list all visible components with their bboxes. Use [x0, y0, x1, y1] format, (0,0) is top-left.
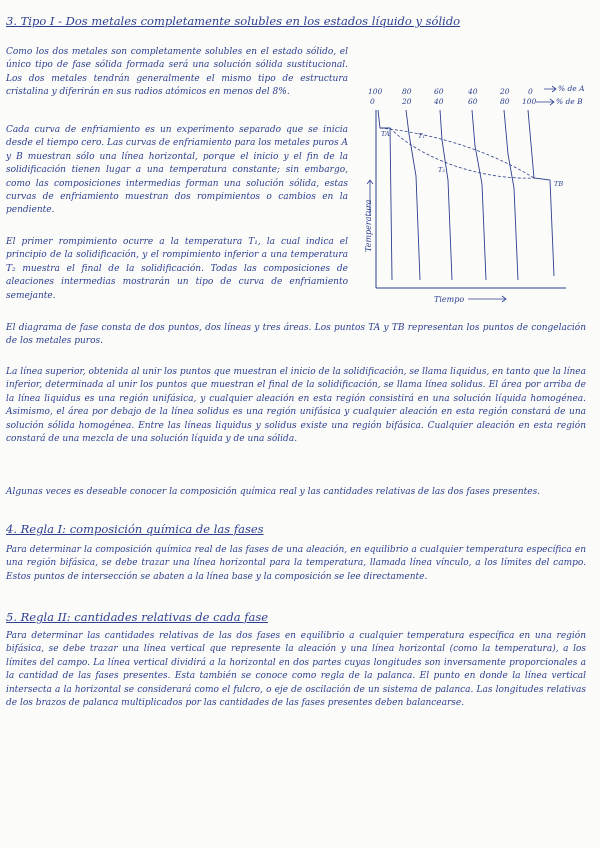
- label-t1: T₁: [418, 132, 425, 140]
- bottom-label-4: 60: [468, 97, 478, 106]
- bottom-label-5: 80: [500, 97, 510, 106]
- top-label-3: 60: [434, 87, 444, 96]
- cooling-curve-5: [504, 110, 518, 280]
- x-axis-label: Tiempo: [434, 295, 465, 304]
- cooling-curve-3: [440, 110, 452, 280]
- paragraph-rule-2: Para determinar las cantidades relativas de las dos fases en equilibrio a cualquier temperatura específica en una región bifásica, se debe trazar una línea vertical que represente la aleación y una línea horizontal (como la temperatura), a los límites del campo. La línea vertical dividirá a la horizontal en dos partes cuyas longitudes son inversamente proporcionales a la cantidad de las fases presentes. Esta también se conoce como regla de la palanca. El punto en donde la línea vertical intersecta a la horizontal se considerará como el fulcro, o eje de oscilación de un sistema de palanca. Las longitudes relativas de los brazos de palanca multiplicados por las cantidades de las fases presentes deben balancearse.: [6, 631, 586, 709]
- bottom-label-6: 100: [522, 97, 537, 106]
- label-tb: TB: [554, 180, 564, 188]
- paragraph-rule-1: Para determinar la composición química real de las fases de una aleación, en equilibrio a cualquier temperatura específica en una región bifásica, se debe trazar una línea horizontal para la temperatura, llamada línea vínculo, a los límites del campo. Estos puntos de intersección se abaten a la línea base y la composición se lee directamente.: [6, 545, 586, 582]
- bottom-label-3: 40: [434, 97, 444, 106]
- paragraph-composition-intro: Algunas veces es deseable conocer la composición química real y las cantidades relativas de las dos fases presentes.: [6, 487, 541, 497]
- top-label-4: 40: [468, 87, 478, 96]
- cooling-curve-6: [528, 110, 554, 276]
- bottom-label-2: 20: [402, 97, 412, 106]
- bottom-label-1: 0: [370, 97, 375, 106]
- legend-percent-b: % de B: [556, 97, 583, 106]
- cooling-curve-4: [472, 110, 486, 280]
- top-label-2: 80: [402, 87, 412, 96]
- top-label-6: 0: [528, 87, 533, 96]
- paragraph-solid-solution: Como los dos metales son completamente solubles en el estado sólido, el único tipo de fase sólida formada será una solución sólida sustitucional. Los dos metales tendrán generalmente el mismo tipo de estructura cristalina y diferirán en sus radios atómicos en menos del 8%.: [6, 47, 348, 98]
- paragraph-cooling-curves: Cada curva de enfriamiento es un experimento separado que se inicia desde el tiempo cero. Las curvas de enfriamiento para los metales puros A y B muestran sólo una línea horizontal, porque el inicio y el fin de la solidificación tienen lugar a una temperatura constante; sin embargo, como las composiciones intermedias forman una solución sólida, estas curvas de enfriamiento muestran dos rompimientos o cambios en la pendiente.: [6, 125, 348, 216]
- y-axis-label: Temperatura: [364, 199, 373, 252]
- arrow-b-icon: [536, 99, 554, 105]
- label-ta: TA: [381, 130, 390, 138]
- section-4-title: 4. Regla I: composición química de las fases: [6, 522, 264, 536]
- paragraph-phase-diagram: El diagrama de fase consta de dos puntos, dos líneas y tres áreas. Los puntos TA y TB representan los puntos de congelación de los metales puros.: [6, 323, 586, 347]
- solidus-dashed-line: [390, 128, 534, 178]
- section-3-title: 3. Tipo I - Dos metales completamente solubles en los estados líquido y sólido: [6, 14, 461, 28]
- label-t2: T₂: [438, 166, 445, 174]
- paragraph-liquidus-solidus: La línea superior, obtenida al unir los puntos que muestran el inicio de la solidificación, se llama liquidus, en tanto que la línea inferior, determinada al unir los puntos que muestran el final de la solidificación, se llama línea solidus. El área por arriba de la línea liquidus es una región unifásica, y cualquier aleación en esta región consistirá en una solución líquida homogénea. Asimismo, el área por debajo de la línea solidus es una región unifásica y cualquier aleación en esta región constará de una solución sólida homogénea. Entre las líneas liquidus y solidus existe una región bifásica. Cualquier aleación en esta región constará de una mezcla de una solución líquida y de una sólida.: [6, 367, 586, 445]
- arrow-a-icon: [544, 86, 556, 92]
- top-label-5: 20: [500, 87, 510, 96]
- top-label-1: 100: [368, 87, 383, 96]
- legend-percent-a: % de A: [558, 84, 585, 93]
- paragraph-breaks: El primer rompimiento ocurre a la temperatura T₁, la cual indica el principio de la solidificación, y el rompimiento inferior a una temperatura T₂ muestra el final de la solidificación. Todas las composiciones de aleaciones intermedias mostrarán un tipo de curva de enfriamiento semejante.: [6, 237, 348, 301]
- section-5-title: 5. Regla II: cantidades relativas de cada fase: [6, 610, 269, 624]
- cooling-curves-figure: [362, 80, 594, 310]
